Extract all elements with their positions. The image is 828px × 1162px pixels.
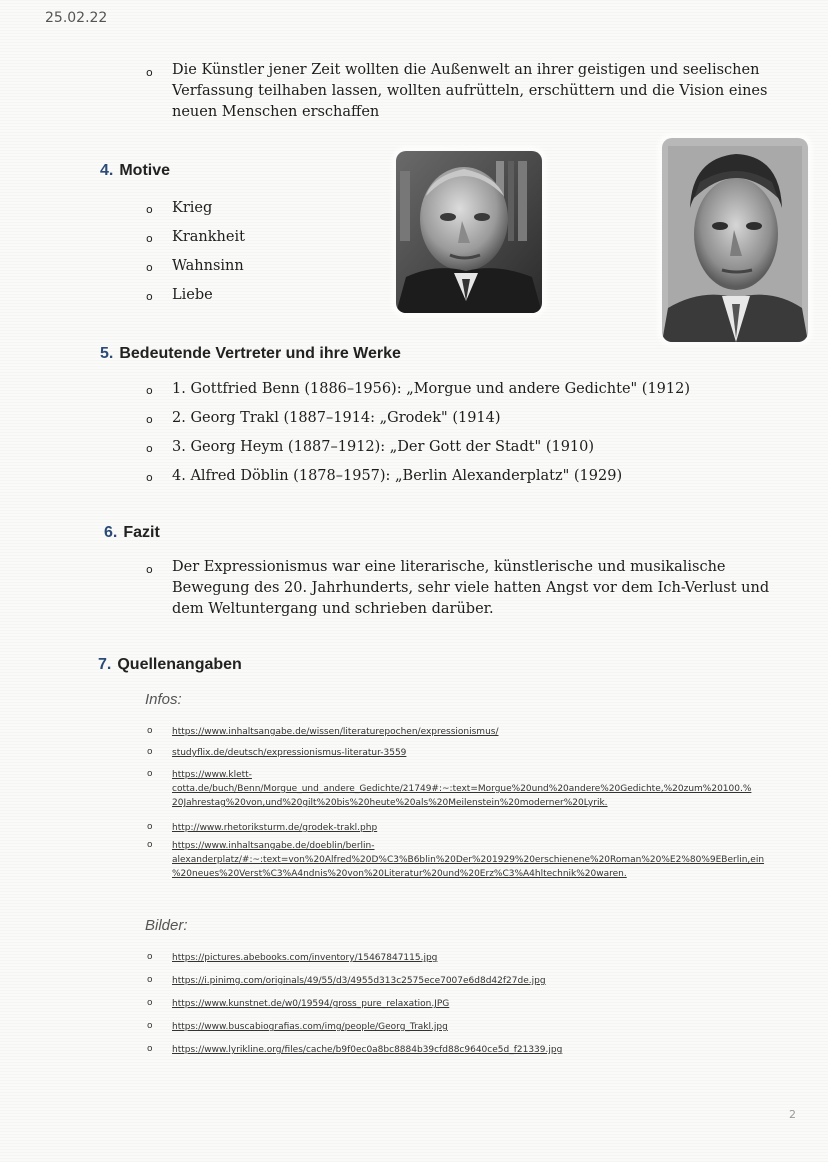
list-bullet: o [147,747,153,757]
source-link[interactable]: https://www.klett- [172,770,252,780]
list-bullet: o [147,975,153,985]
list-item-motive: Krieg [172,200,213,216]
image-source-link[interactable]: https://www.buscabiografias.com/img/people/Georg_Trakl.jpg [172,1022,448,1032]
source-link[interactable]: 20Jahrestag%20von,und%20gilt%20bis%20heute%20als%20Meilenstein%20moderner%20Lyrik. [172,798,608,808]
list-bullet: o [146,563,153,576]
list-bullet: o [147,952,153,962]
list-bullet: o [147,840,153,850]
section-number: 7. [98,656,112,673]
list-bullet: o [146,232,153,245]
list-bullet: o [146,442,153,455]
section-title: Quellenangaben [117,656,242,673]
list-item-vertreter: 4. Alfred Döblin (1878–1957): „Berlin Alexanderplatz" (1929) [172,468,623,484]
list-bullet: o [146,290,153,303]
section-heading-vertreter [100,345,401,363]
portrait-photo-trakl [662,138,808,342]
section-heading-fazit [104,524,160,542]
source-link[interactable]: http://www.rhetoriksturm.de/grodek-trakl.php [172,823,378,833]
list-item-vertreter: 3. Georg Heym (1887–1912): „Der Gott der Stadt" (1910) [172,439,595,455]
image-source-link[interactable]: https://i.pinimg.com/originals/49/55/d3/4955d313c2575ece7007e6d8d42f27de.jpg [172,976,546,986]
portrait-photo-benn [396,151,542,313]
list-bullet: o [146,471,153,484]
section-number: 6. [104,524,118,541]
intro-paragraph: Die Künstler jener Zeit wollten die Außenwelt an ihrer geistigen und seelischen Verfassung teilhaben lassen, wollten aufrütteln, erschüttern und die Vision eines neuen Menschen erschaffen [172,62,768,120]
list-item-motive: Liebe [172,287,213,303]
list-bullet: o [147,1044,153,1054]
list-item-vertreter: 2. Georg Trakl (1887–1914: „Grodek" (1914) [172,410,501,426]
source-link[interactable]: cotta.de/buch/Benn/Morgue_und_andere_Gedichte/21749#:~:text=Morgue%20und%20andere%20Gedichte,%20zum%20100.% [172,784,752,794]
section-title: Motive [119,162,171,179]
section-heading-quellen [98,656,242,674]
image-source-link[interactable]: https://www.kunstnet.de/w0/19594/gross_pure_relaxation.JPG [172,999,450,1009]
image-source-link[interactable]: https://www.lyrikline.org/files/cache/b9f0ec0a8bc8884b39cfd88c9640ce5d_f21339.jpg [172,1045,563,1055]
section-number: 5. [100,345,114,362]
list-bullet: o [146,384,153,397]
list-bullet: o [147,1021,153,1031]
list-bullet: o [146,261,153,274]
source-link[interactable]: alexanderplatz/#:~:text=von%20Alfred%20D%C3%B6blin%20Der%201929%20erschienene%20Roman%20%E2%80%9EBerlin,ein [172,855,765,865]
section-heading-motive [100,162,170,180]
list-bullet: o [146,413,153,426]
intro-bullet: o [146,66,153,79]
page-number: 2 [789,1108,796,1121]
section-title: Bedeutende Vertreter und ihre Werke [119,345,401,362]
list-bullet: o [147,998,153,1008]
section-title: Fazit [123,524,160,541]
bilder-label: Bilder: [145,917,188,934]
list-bullet: o [146,203,153,216]
section-number: 4. [100,162,114,179]
source-link[interactable]: https://www.inhaltsangabe.de/wissen/literaturepochen/expressionismus/ [172,727,499,737]
list-bullet: o [147,822,153,832]
list-item-motive: Krankheit [172,229,245,245]
source-link[interactable]: https://www.inhaltsangabe.de/doeblin/berlin- [172,841,375,851]
list-item-motive: Wahnsinn [172,258,244,274]
list-bullet: o [147,769,153,779]
source-link[interactable]: %20neues%20Verst%C3%A4ndnis%20von%20Literatur%20und%20Erz%C3%A4hltechnik%20waren. [172,869,627,879]
source-link[interactable]: studyflix.de/deutsch/expressionismus-literatur-3559 [172,748,407,758]
list-bullet: o [147,726,153,736]
document-date: 25.02.22 [45,10,108,26]
image-source-link[interactable]: https://pictures.abebooks.com/inventory/15467847115.jpg [172,953,438,963]
infos-label: Infos: [145,691,182,708]
list-item-vertreter: 1. Gottfried Benn (1886–1956): „Morgue und andere Gedichte" (1912) [172,381,691,397]
fazit-paragraph: Der Expressionismus war eine literarische, künstlerische und musikalische Bewegung des 20. Jahrhunderts, sehr viele hatten Angst vor dem Ich-Verlust und dem Weltuntergang und schrieben darüber. [172,559,770,617]
